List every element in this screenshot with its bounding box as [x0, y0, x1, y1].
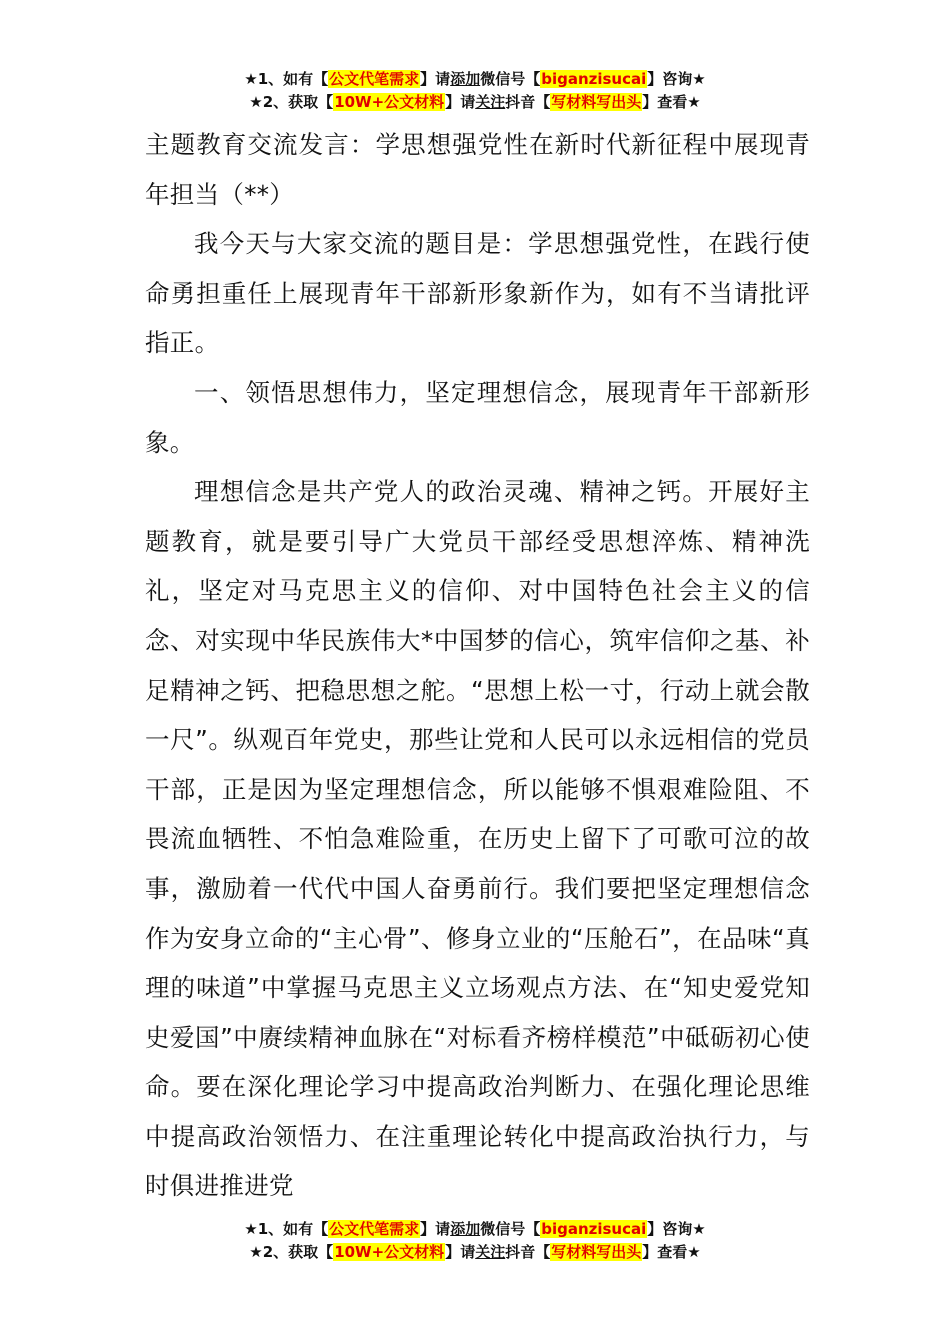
banner-text: ★1、如有【: [244, 70, 329, 88]
highlight-douyin-account: 写材料写出头: [551, 93, 642, 111]
underlined-word: 关注: [475, 1243, 506, 1261]
highlight-materials: 10W+公文材料: [334, 1243, 445, 1261]
banner-text: 】查看★: [642, 93, 701, 111]
highlight-materials: 10W+公文材料: [334, 93, 445, 111]
banner-text: 】请: [445, 93, 476, 111]
document-title: 主题教育交流发言：学思想强党性在新时代新征程中展现青年担当（**）: [145, 130, 810, 209]
underlined-word: 关注: [475, 93, 506, 111]
banner-text: 微信号【: [480, 70, 541, 88]
banner-text: 】咨询★: [647, 1220, 706, 1238]
highlight-wechat-id: biganzisucai: [541, 1220, 647, 1238]
banner-text: 抖音【: [505, 93, 551, 111]
document-body: [145, 120, 810, 1211]
header-banner: [0, 68, 950, 114]
intro-paragraph: 我今天与大家交流的题目是：学思想强党性，在践行使命勇担重任上展现青年干部新形象新作为，如有不当请批评指正。: [145, 229, 810, 358]
banner-line-2: [0, 91, 950, 114]
banner-text: 微信号【: [480, 1220, 541, 1238]
banner-text: ★2、获取【: [249, 1243, 334, 1261]
underlined-word: 添加: [450, 1220, 481, 1238]
footer-banner: [0, 1218, 950, 1264]
banner-text: 】请: [445, 1243, 476, 1261]
banner-text: 】咨询★: [647, 70, 706, 88]
highlight-service: 公文代笔需求: [329, 70, 420, 88]
banner-line-1: [0, 68, 950, 91]
highlight-service: 公文代笔需求: [329, 1220, 420, 1238]
banner-text: 】查看★: [642, 1243, 701, 1261]
banner-text: ★1、如有【: [244, 1220, 329, 1238]
banner-text: 】请: [420, 70, 451, 88]
banner-text: 】请: [420, 1220, 451, 1238]
highlight-douyin-account: 写材料写出头: [551, 1243, 642, 1261]
banner-text: 抖音【: [505, 1243, 551, 1261]
underlined-word: 添加: [450, 70, 481, 88]
banner-line-2: [0, 1241, 950, 1264]
section-heading: 一、领悟思想伟力，坚定理想信念，展现青年干部新形象。: [145, 377, 810, 457]
highlight-wechat-id: biganzisucai: [541, 70, 647, 88]
banner-line-1: [0, 1218, 950, 1241]
banner-text: ★2、获取【: [249, 93, 334, 111]
body-paragraph: 理想信念是共产党人的政治灵魂、精神之钙。开展好主题教育，就是要引导广大党员干部经受思想淬炼、精神洗礼，坚定对马克思主义的信仰、对中国特色社会主义的信念、对实现中华民族伟大*中国梦的信心，筑牢信仰之基、补足精神之钙、把稳思想之舵。“思想上松一寸，行动上就会散一尺”。纵观百年党史，那些让党和人民可以永远相信的党员干部，正是因为坚定理想信念，所以能够不惧艰难险阻、不畏流血牺牲、不怕急难险重，在历史上留下了可歌可泣的故事，激励着一代代中国人奋勇前行。我们要把坚定理想信念作为安身立命的“主心骨”、修身立业的“压舱石”，在品味“真理的味道”中掌握马克思主义立场观点方法、在“知史爱党知史爱国”中赓续精神血脉在“对标看齐榜样模范”中砥砺初心使命。要在深化理论学习中提高政治判断力、在强化理论思维中提高政治领悟力、在注重理论转化中提高政治执行力，与时俱进推进党: [145, 477, 810, 1201]
